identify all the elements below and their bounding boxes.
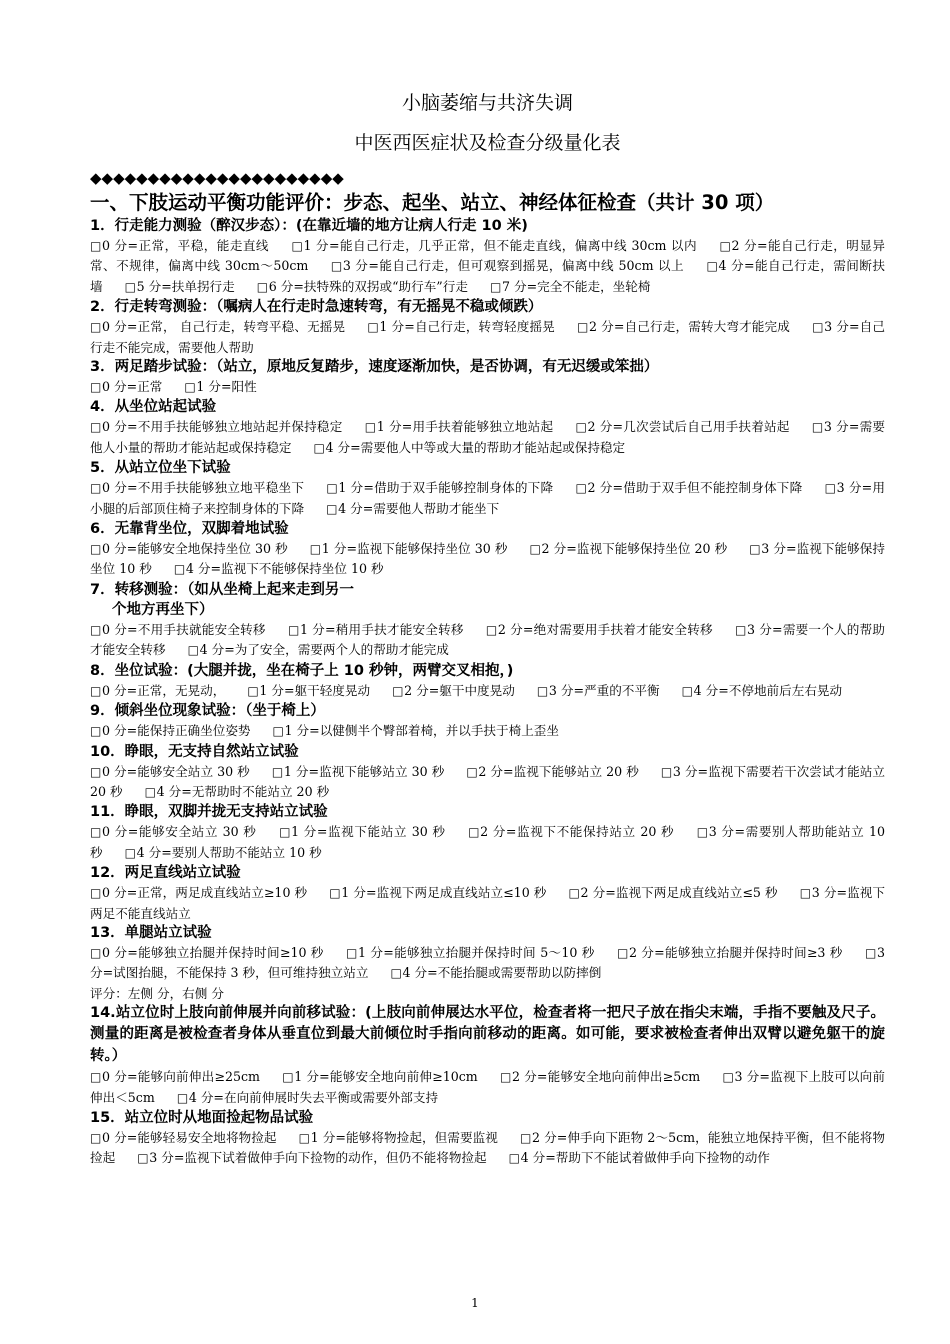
option-label: 3 分=需要别人帮助能站立 10 秒 (90, 824, 885, 860)
score-option[interactable] (90, 622, 266, 637)
question-title: 8．坐位试验：(大腿并拢，坐在椅子上 10 秒钟，两臂交叉相抱，) (90, 662, 514, 679)
score-option[interactable] (575, 419, 789, 434)
option-label: 1 分=稍用手扶才能安全转移 (299, 621, 464, 637)
checkbox[interactable]: □ (291, 239, 303, 253)
option-label: 1 分=以健侧半个臀部着椅，并以手扶于椅上歪坐 (284, 723, 559, 739)
option-label: 2 分=监视下两足成直线站立≤5 秒 (580, 885, 778, 901)
score-option[interactable] (617, 945, 843, 960)
question-item (90, 520, 885, 580)
option-list (90, 721, 885, 741)
checkbox[interactable]: □ (330, 259, 343, 274)
checkbox[interactable]: □ (468, 825, 480, 840)
score-option[interactable] (490, 279, 651, 294)
checkbox[interactable]: □ (184, 380, 196, 395)
option-label: 0 分=正常，平稳，能走直线 (102, 238, 269, 253)
score-option[interactable] (365, 419, 554, 434)
question-title: 7．转移测验：（如从坐椅上起来走到另一 (90, 581, 354, 598)
option-list (90, 762, 885, 803)
option-label: 4 分=要别人帮助不能站立 10 秒 (136, 844, 322, 860)
option-label: 2 分=能够安全地向前伸出≥5cm (511, 1069, 701, 1085)
option-label: 0 分=不用手扶能够独立地站起并保持稳定 (102, 419, 343, 435)
option-label: 1 分=躯干轻度晃动 (259, 682, 371, 698)
checkbox[interactable]: □ (187, 643, 199, 658)
score-option[interactable] (310, 541, 508, 556)
checkbox[interactable]: □ (536, 683, 549, 698)
question-title: 15．站立位时从地面捡起物品试验 (90, 1110, 314, 1127)
score-option[interactable] (326, 501, 499, 516)
option-label: 1 分=用手扶着能够独立地站起 (376, 419, 554, 435)
checkbox[interactable]: □ (90, 542, 102, 557)
score-option[interactable] (299, 1130, 498, 1145)
question-title: 6．无靠背坐位，双脚着地试验 (90, 521, 289, 538)
score-option[interactable] (174, 561, 384, 576)
option-label: 0 分=正常，两足成直线站立≥10 秒 (102, 885, 308, 901)
score-option[interactable] (273, 723, 559, 738)
option-label: 0 分=能够轻易安全地将物捡起 (102, 1130, 277, 1146)
option-list (90, 620, 885, 661)
checkbox[interactable]: □ (137, 1151, 149, 1166)
checkbox[interactable]: □ (520, 1131, 532, 1146)
checkbox[interactable]: □ (508, 1151, 520, 1166)
checkbox[interactable]: □ (329, 886, 341, 901)
checkbox[interactable]: □ (719, 239, 731, 253)
option-label: 6 分=扶特殊的双拐或“助行车”行走 (268, 278, 468, 294)
document-title: 小脑萎缩与共济失调 (401, 92, 573, 114)
checkbox[interactable]: □ (279, 825, 291, 840)
option-list (90, 317, 885, 357)
score-option[interactable] (90, 480, 304, 495)
checkbox[interactable]: □ (90, 724, 102, 739)
checkbox[interactable]: □ (489, 279, 502, 294)
score-option[interactable] (346, 945, 595, 960)
score-option[interactable] (468, 824, 674, 839)
checkbox[interactable]: □ (616, 945, 629, 960)
score-option[interactable] (282, 1069, 478, 1084)
option-label: 2 分=自己行走，需转大弯才能完成 (589, 319, 790, 335)
option-list (90, 539, 885, 580)
option-label: 4 分=为了安全，需要两个人的帮助才能完成 (199, 642, 449, 658)
option-list (90, 417, 885, 458)
question-item (90, 1109, 885, 1169)
checkbox[interactable]: □ (90, 683, 102, 698)
option-label: 1 分=阳性 (196, 379, 257, 395)
checkbox[interactable]: □ (90, 825, 102, 840)
score-option[interactable] (329, 885, 546, 900)
question-list (90, 217, 885, 1169)
score-option[interactable] (314, 440, 626, 455)
option-label: 0 分=正常 (102, 379, 163, 395)
option-label: 4 分=监视下不能够保持坐位 10 秒 (185, 561, 384, 577)
option-label: 0 分=不用手扶就能安全转移 (102, 621, 266, 637)
score-option[interactable] (188, 642, 449, 657)
checkbox[interactable]: □ (660, 764, 673, 779)
option-label: 1 分=监视下两足成直线站立≤10 秒 (341, 885, 547, 901)
score-option[interactable] (90, 319, 345, 334)
score-option[interactable] (682, 683, 843, 698)
checkbox[interactable]: □ (90, 945, 102, 960)
score-option[interactable] (466, 764, 638, 779)
option-label: 4 分=需要他人中等或大量的帮助才能站起或保持稳定 (325, 439, 626, 455)
option-list (90, 822, 885, 863)
question-item (90, 803, 885, 863)
score-option[interactable] (500, 1069, 700, 1084)
checkbox[interactable]: □ (466, 764, 478, 779)
option-label: 2 分=能自己行走，明显异常、不规律，偏离中线 30cm～50cm (90, 238, 885, 274)
question-title: 12．两足直线站立试验 (90, 865, 241, 882)
option-label: 5 分=扶单拐行走 (136, 278, 235, 294)
score-option[interactable] (291, 238, 697, 253)
score-option[interactable] (279, 824, 445, 839)
question-item (90, 398, 885, 458)
option-label: 4 分=需要他人帮助才能坐下 (338, 500, 500, 516)
option-label: 2 分=监视下能够保持坐位 20 秒 (541, 541, 728, 557)
option-list (90, 943, 885, 984)
question-item (90, 298, 885, 357)
checkbox[interactable]: □ (864, 945, 877, 960)
checkbox[interactable]: □ (90, 380, 102, 395)
option-label: 3 分=用小腿的后部顶住椅子来控制身体的下降 (90, 480, 885, 516)
question-item (90, 924, 885, 1003)
option-label: 1 分=能够安全地向前伸≥10cm (294, 1069, 478, 1085)
question-item (90, 1003, 885, 1108)
option-label: 0 分=能够独立抬腿并保持时间≥10 秒 (102, 944, 324, 960)
score-option[interactable] (288, 622, 464, 637)
checkbox[interactable]: □ (247, 683, 259, 698)
option-label: 3 分=监视下上肢可以向前伸出＜5cm (90, 1069, 886, 1105)
option-label: 0 分=能保持正确坐位姿势 (102, 723, 251, 739)
checkbox[interactable]: □ (812, 320, 824, 335)
option-label: 3 分=监视下两足不能直线站立 (90, 885, 885, 921)
checkbox[interactable]: □ (90, 420, 102, 435)
option-label: 1 分=借助于双手能够控制身体的下降 (338, 480, 554, 496)
checkbox[interactable]: □ (272, 724, 284, 739)
score-option[interactable] (272, 764, 444, 779)
score-option[interactable] (177, 1090, 438, 1105)
checkbox[interactable]: □ (575, 420, 587, 435)
score-option[interactable] (577, 319, 790, 334)
option-list (90, 478, 885, 519)
question-item (90, 702, 885, 741)
option-list (90, 1067, 885, 1108)
score-option[interactable] (247, 683, 370, 698)
score-option[interactable] (392, 683, 515, 698)
checkbox[interactable]: □ (256, 279, 269, 294)
score-option[interactable] (367, 319, 555, 334)
option-label: 3 分=需要他人小量的帮助才能站起或保持稳定 (90, 419, 885, 455)
option-label: 4 分=无帮助时不能站立 20 秒 (156, 783, 330, 799)
checkbox[interactable]: □ (90, 1070, 102, 1085)
score-option[interactable] (90, 379, 162, 394)
option-label: 2 分=能够独立抬腿并保持时间≥3 秒 (628, 944, 843, 960)
score-option[interactable] (125, 279, 235, 294)
option-label: 2 分=绝对需要用手扶着才能安全转移 (497, 621, 713, 637)
checkbox[interactable]: □ (282, 1070, 294, 1085)
question-title: 10．睁眼，无支持自然站立试验 (90, 743, 299, 760)
checkbox[interactable]: □ (176, 1090, 189, 1105)
option-list (90, 1128, 885, 1169)
option-label: 0 分=能够向前伸出≥25cm (102, 1069, 260, 1085)
checkbox[interactable]: □ (90, 622, 102, 637)
score-option[interactable] (331, 258, 684, 273)
option-label: 1 分=监视下能够保持坐位 30 秒 (321, 541, 508, 557)
checkbox[interactable]: □ (392, 683, 404, 698)
score-option[interactable] (509, 1150, 770, 1165)
page-number: 1 (471, 1296, 479, 1310)
score-option[interactable] (530, 541, 728, 556)
checkbox[interactable]: □ (298, 1131, 311, 1146)
checkbox[interactable]: □ (529, 542, 541, 557)
checkbox[interactable]: □ (568, 886, 580, 901)
option-label: 3 分=需要一个人的帮助才能安全转移 (90, 621, 885, 658)
question-item (90, 358, 885, 397)
option-label: 3 分=能自己行走，但可观察到摇晃，偏离中线 50cm 以上 (342, 258, 685, 274)
score-option[interactable] (145, 784, 330, 799)
checkbox[interactable]: □ (90, 320, 102, 335)
checkbox[interactable]: □ (124, 845, 136, 860)
question-title: 13．单腿站立试验 (90, 924, 212, 941)
option-label: 2 分=监视下不能保持站立 20 秒 (480, 824, 675, 840)
option-list (90, 236, 885, 297)
option-label: 3 分=严重的不平衡 (548, 682, 660, 698)
option-label: 2 分=伸手向下距物 2～5cm，能独立地保持平衡，但不能将物捡起 (90, 1130, 885, 1166)
question-item (90, 864, 885, 923)
option-label: 4 分=在向前伸展时失去平衡或需要外部支持 (188, 1089, 439, 1105)
score-option[interactable] (257, 279, 468, 294)
score-option[interactable] (90, 541, 288, 556)
question-item (90, 459, 885, 519)
option-label: 2 分=监视下能够站立 20 秒 (478, 763, 639, 779)
checkbox[interactable]: □ (144, 784, 156, 799)
option-label: 1 分=监视下能站立 30 秒 (291, 824, 446, 840)
question-item (90, 662, 885, 701)
option-label: 4 分=不能抬腿或需要帮助以防摔倒 (402, 965, 602, 981)
checkbox[interactable]: □ (696, 825, 709, 840)
score-option[interactable] (569, 885, 778, 900)
option-label: 4 分=帮助下不能试着做伸手向下捡物的动作 (520, 1150, 770, 1166)
option-label: 1 分=能够将物捡起，但需要监视 (310, 1130, 498, 1146)
question-title: 9．倾斜坐位现象试验：（坐于椅上） (90, 703, 325, 720)
option-label: 3 分=监视下试着做伸手向下捡物的动作，但仍不能将物捡起 (149, 1150, 487, 1166)
checkbox[interactable]: □ (799, 886, 812, 901)
option-label: 0 分=正常， 自己行走，转弯平稳、无摇晃 (102, 319, 346, 335)
score-option[interactable] (90, 945, 324, 960)
option-label: 4 分=不停地前后左右晃动 (693, 682, 843, 698)
option-label: 1 分=监视下能够站立 30 秒 (283, 763, 445, 779)
checkbox[interactable]: □ (706, 259, 718, 274)
option-label: 2 分=躯干中度晃动 (404, 682, 515, 698)
question-item (90, 217, 885, 297)
score-option[interactable] (90, 683, 225, 698)
score-option[interactable] (90, 723, 251, 738)
checkbox[interactable]: □ (90, 1131, 102, 1146)
question-title: 3．两足踏步试验：（站立，原地反复踏步，速度逐渐加快，是否协调，有无迟缓或笨拙） (90, 359, 659, 376)
option-label: 4 分=能自己行走，需间断扶墙 (90, 258, 885, 294)
option-label: 2 分=借助于双手但不能控制身体下降 (587, 480, 803, 496)
question-item (90, 581, 885, 661)
checkbox[interactable]: □ (577, 320, 589, 335)
score-option[interactable] (326, 480, 553, 495)
checkbox[interactable]: □ (735, 622, 747, 637)
score-option[interactable] (575, 480, 802, 495)
option-label: 3 分=自己行走不能完成，需要他人帮助 (90, 319, 885, 355)
option-list (90, 377, 885, 397)
checkbox[interactable]: □ (173, 562, 186, 577)
option-label: 0 分=能够安全站立 30 秒 (102, 763, 250, 779)
option-label: 0 分=能够安全站立 30 秒 (102, 824, 257, 840)
score-option[interactable] (90, 764, 250, 779)
question-title: 4．从坐位站起试验 (90, 399, 217, 416)
question-title: 1．行走能力测验（醉汉步态）：(在靠近墙的地方让病人行走 10 米) (90, 218, 528, 234)
score-option[interactable] (90, 885, 307, 900)
score-option[interactable] (90, 824, 256, 839)
option-label: 1 分=自己行走，转弯轻度摇晃 (379, 319, 555, 335)
checkbox[interactable]: □ (124, 279, 136, 294)
checkbox[interactable]: □ (681, 683, 693, 698)
option-label: 3 分=监视下能够保持坐位 10 秒 (90, 541, 885, 577)
option-label: 0 分=正常，无晃动， (102, 682, 226, 698)
checkbox[interactable]: □ (287, 622, 300, 637)
question-title: 5．从站立位坐下试验 (90, 460, 231, 477)
score-option[interactable] (537, 683, 660, 698)
document-page (90, 86, 885, 1169)
score-option[interactable] (137, 1150, 486, 1165)
option-label: 3 分=试图抬腿，不能保持 3 秒，但可维持独立站立 (90, 944, 885, 981)
option-label: 7 分=完全不能走，坐轮椅 (501, 278, 651, 294)
option-list (90, 883, 885, 923)
option-label: 1 分=能自己行走，几乎正常，但不能走直线，偏离中线 30cm 以内 (303, 238, 698, 253)
checkbox[interactable]: □ (271, 764, 284, 779)
score-option[interactable] (125, 845, 322, 860)
checkbox[interactable]: □ (811, 420, 824, 435)
option-label: 3 分=监视下需要若干次尝试才能站立 20 秒 (90, 763, 885, 799)
checkbox[interactable]: □ (390, 966, 402, 981)
checkbox[interactable]: □ (485, 622, 498, 637)
option-list (90, 681, 885, 701)
checkbox[interactable]: □ (364, 420, 377, 435)
score-option[interactable] (90, 1130, 277, 1145)
score-line: 评分：左侧 分，右侧 分 (90, 985, 224, 1001)
question-title-continued: 个地方再坐下） (112, 601, 214, 618)
score-option[interactable] (486, 622, 713, 637)
option-label: 1 分=能够独立抬腿并保持时间 5～10 秒 (358, 944, 595, 960)
checkbox[interactable]: □ (749, 542, 761, 557)
checkbox[interactable]: □ (824, 481, 836, 496)
checkbox[interactable]: □ (326, 501, 338, 516)
checkbox[interactable]: □ (367, 320, 379, 335)
checkbox[interactable]: □ (575, 481, 587, 496)
question-title: 14.站立位时上肢向前伸展并向前移试验：(上肢向前伸展达水平位，检查者将一把尺子放在指尖末端，手指不要触及尺子。测量的距离是被检查者身体从垂直位到最大前倾位时手指向前移动的距离。如可能，要求被检查者伸出双臂以避免躯干的旋转。） (90, 1004, 885, 1064)
checkbox[interactable]: □ (90, 481, 102, 496)
option-label: 0 分=不用手扶能够独立地平稳坐下 (102, 480, 305, 496)
checkbox[interactable]: □ (313, 440, 325, 455)
document-subtitle: 中医西医症状及检查分级量化表 (354, 132, 621, 154)
score-option[interactable] (390, 965, 601, 980)
checkbox[interactable]: □ (309, 542, 322, 557)
checkbox[interactable]: □ (722, 1070, 734, 1085)
score-option[interactable] (90, 1069, 260, 1084)
option-label: 2 分=几次尝试后自己用手扶着站起 (587, 419, 790, 435)
checkbox[interactable]: □ (90, 239, 102, 253)
checkbox[interactable]: □ (346, 945, 358, 960)
checkbox[interactable]: □ (499, 1070, 512, 1085)
score-option[interactable] (90, 238, 269, 253)
score-option[interactable] (90, 419, 343, 434)
checkbox[interactable]: □ (90, 886, 102, 901)
score-option[interactable] (184, 379, 256, 394)
question-item (90, 743, 885, 803)
section-heading: 一、下肢运动平衡功能评价：步态、起坐、站立、神经体征检查（共计 30 项） (90, 191, 775, 214)
checkbox[interactable]: □ (326, 481, 338, 496)
option-label: 0 分=能够安全地保持坐位 30 秒 (102, 541, 288, 557)
checkbox[interactable]: □ (90, 764, 102, 779)
question-title: 11．睁眼，双脚并拢无支持站立试验 (90, 804, 328, 821)
diamond-divider: ◆◆◆◆◆◆◆◆◆◆◆◆◆◆◆◆◆◆◆◆◆◆ (90, 169, 344, 187)
question-title: 2．行走转弯测验：（嘱病人在行走时急速转弯，有无摇晃不稳或倾跌） (90, 299, 543, 316)
